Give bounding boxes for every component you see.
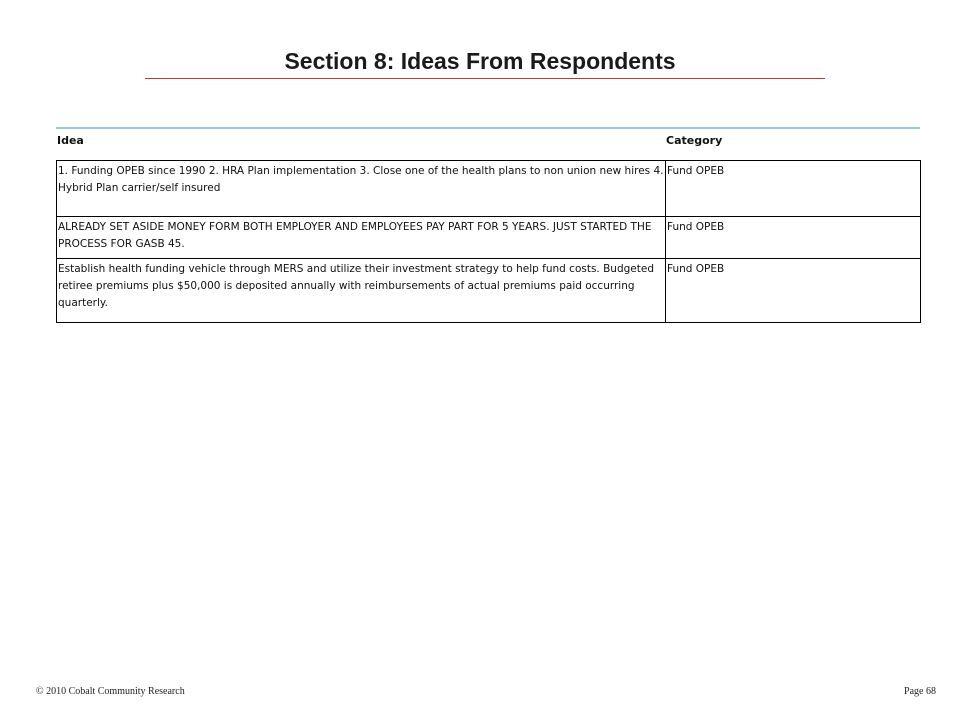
column-header-category: Category bbox=[666, 134, 723, 147]
category-cell: Fund OPEB bbox=[666, 161, 921, 217]
category-cell: Fund OPEB bbox=[666, 217, 921, 259]
copyright-text: © 2010 Cobalt Community Research bbox=[36, 686, 185, 697]
idea-cell: Establish health funding vehicle through MERS and utilize their investment strategy to help fund costs. Budgeted retiree premiums plus $50,000 is deposited annually with reimbursements of actual premiums paid occurring quarterly. bbox=[57, 259, 666, 323]
page-title: Section 8: Ideas From Respondents bbox=[284, 48, 676, 74]
table-row bbox=[57, 259, 921, 323]
table-header bbox=[56, 127, 920, 161]
title-divider bbox=[145, 78, 825, 79]
category-cell: Fund OPEB bbox=[666, 259, 921, 323]
page-number: Page 68 bbox=[904, 686, 936, 697]
ideas-table bbox=[56, 160, 921, 323]
idea-cell: ALREADY SET ASIDE MONEY FORM BOTH EMPLOYER AND EMPLOYEES PAY PART FOR 5 YEARS. JUST STARTED THE PROCESS FOR GASB 45. bbox=[57, 217, 666, 259]
idea-cell: 1. Funding OPEB since 1990 2. HRA Plan implementation 3. Close one of the health plans to non union new hires 4. Hybrid Plan carrier/self insured bbox=[57, 161, 666, 217]
column-header-idea: Idea bbox=[57, 134, 84, 147]
table-row bbox=[57, 217, 921, 259]
table-row bbox=[57, 161, 921, 217]
